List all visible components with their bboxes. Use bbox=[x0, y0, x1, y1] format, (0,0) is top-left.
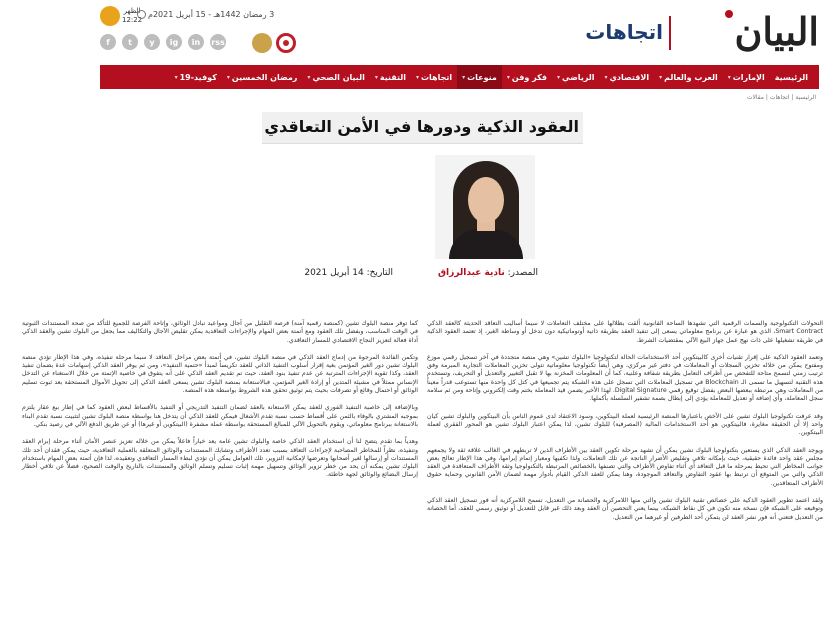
article-paragraph: كما توفر منصة البلوك تشين (كمنصة رقمية آمنة) فرصة التقليل من آجال ومواعيد تبادل الوثائق، وإتاحة الفرصة للجميع للتأكد من صحة المستندات الثبوتية في الوقت المناسب، وبفضل تلك العقود ومع أتمتة بعض المهام والإجراءات التعاقدية يمكن تقليص الآجال والتكاليف مما يجعل من البلوك تشين والعقد الذكي أداة فعالة لتعزيز النجاح الاقتصادي للمسار التعاقدي. bbox=[22, 320, 418, 344]
article-date bbox=[304, 268, 393, 278]
nav-item[interactable] bbox=[654, 65, 723, 89]
header-date: 3 رمضان 1442هـ - 15 أبريل 2021م bbox=[148, 10, 275, 19]
nav-item-label: رمضان الخمسين bbox=[231, 72, 298, 82]
logo-text: البيان bbox=[734, 9, 819, 54]
podcast-icon[interactable] bbox=[276, 33, 296, 53]
source-label: المصدر: bbox=[507, 268, 538, 278]
author-link[interactable]: نادية عبدالرزاق bbox=[438, 268, 505, 278]
site-logo[interactable] bbox=[559, 6, 819, 58]
article-column-left bbox=[22, 320, 418, 489]
breadcrumb[interactable]: الرئيسية | اتجاهات | مقالات bbox=[746, 94, 816, 101]
article-paragraph: وبالإضافة إلى خاصية التنفيذ الفوري للعقد يمكن الاستعانة بالعقد لضمان التنفيذ التدريجي أو التنفيذ بالأقساط لبعض العقود كما في إطار بيع عقار يلتزم بموجبه المشتري بالوفاء بالثمن على أقساط حسب نسبة تقدم الأشغال فيمكن للعقد الذكي أن يتدخل هنا بواسطة منصة البلوك تشين لتثبيت نسبة تقدم البناء بالاستعانة ببرنامج معلوماتي، ويقوم بالتحويل الآلي للمبالغ المستحقة بواسطة عملة مشفرة (البيتكوين أو غيرها) أو عن طريق الدفع الآلي في رصيد بنكي. bbox=[22, 404, 418, 428]
chevron-down-icon: ▾ bbox=[727, 73, 731, 81]
nav-item-label: كوفيد-19 bbox=[179, 72, 217, 82]
article-paragraph: وتعمد العقود الذكية على إقرار تقنيات أخرى كالبيتكوين أحد الاستخدامات الحالة لتكنولوجيا «البلوك تشين» وهي منصة متجددة في آخر تسجيل رقمي موزع ومفتوح يمكن من خلاله تخزين السجلات أو المعاملات في دفتر غير مركزي، وهي أيضاً تكنولوجيا معلوماتية تتولى تخزين المعاملات التجارية المبرمة وفق ترتيب زمني لتسمح متاحة للتفحص من أطراف التعامل بطريقة شفافة وعلنية، كما أن المعلومات المخزنة بها لا تقبل التغيير والتعديل أو التحريف، وتستخدم هذه التقنية لتسهيل ما تسمى الـ Blockchain في تسجيل المعاملات التي تسجل على هذه الشبكة يتم تجميعها في كتل كل واحدة منها تستوعب قدراً معيناً من المعاملات وهي مرتبطة ببعضها البعض بفضل توقيع رقمي Digital Signature. لهذا الأخير يضمن قيد المعاملة بختم وقت إلكتروني وإتاحة ومن ثم سلامة سجل المعاملة، وأي إضافة أو تعديل للمعاملة يؤدي إلى إبطال بصمة تشفير السلسلة بأكملها. bbox=[427, 353, 824, 403]
seal-icon[interactable] bbox=[252, 33, 272, 53]
nav-item-label: التقنية bbox=[379, 72, 406, 82]
facebook-icon[interactable]: f bbox=[100, 34, 116, 50]
chevron-down-icon: ▾ bbox=[506, 73, 510, 81]
article-paragraph: وقد عرفت تكنولوجيا البلوك تشين على الأخص باعتبارها المنصة الرئيسية لعملة البيتكوين، وسود الاعتقاد لدى عموم الناس بأن البيتكوين والبلوك تشين كيان واحد إلا أن الحقيقة مغايرة، فالبيتكوين هو أحد الاستخدامات المالية (المصرفية) للبلوك تشين، لذا يمكن اعتبار البلوك تشين هو المحور الفقري لعملة البيتكوين. bbox=[427, 412, 823, 437]
chevron-down-icon: ▾ bbox=[604, 73, 608, 81]
nav-item-label: الاقتصادي bbox=[609, 72, 650, 82]
chevron-down-icon: ▾ bbox=[462, 73, 466, 81]
chevron-down-icon: ▾ bbox=[416, 73, 420, 81]
nav-item-label: الرياضي bbox=[561, 72, 595, 82]
linkedin-icon[interactable]: in bbox=[188, 34, 204, 50]
chevron-down-icon: ▾ bbox=[374, 73, 378, 81]
nav-item[interactable] bbox=[370, 65, 411, 89]
nav-item[interactable] bbox=[770, 65, 813, 89]
chevron-down-icon: ▾ bbox=[556, 73, 560, 81]
nav-item-label: اتجاهات bbox=[421, 72, 453, 82]
nav-item-label: منوعات bbox=[467, 72, 497, 82]
rss-icon[interactable]: rss bbox=[210, 34, 226, 50]
chevron-down-icon: ▾ bbox=[307, 73, 311, 81]
weather-sun-icon bbox=[100, 6, 120, 26]
social-links bbox=[100, 34, 226, 50]
youtube-icon[interactable]: y bbox=[144, 34, 160, 50]
logo-divider bbox=[669, 16, 671, 50]
section-logo-text: اتجاهات bbox=[585, 20, 663, 44]
nav-item-label: البيان الصحي bbox=[312, 72, 365, 82]
article-source bbox=[438, 268, 538, 278]
nav-item[interactable] bbox=[170, 65, 222, 89]
date-value: 14 أبريل 2021 bbox=[304, 268, 364, 278]
weather-time: 12:22 bbox=[122, 16, 143, 24]
clock-icon bbox=[137, 10, 146, 19]
nav-item[interactable] bbox=[302, 65, 369, 89]
nav-item[interactable] bbox=[457, 65, 502, 89]
article-meta bbox=[262, 268, 583, 286]
author-photo bbox=[435, 155, 535, 259]
date-label: التاريخ: bbox=[366, 268, 393, 278]
article-paragraph: وتكمن الفائدة المرجوة من إدماج العقد الذكي في منصة البلوك تشين، في أتمتة بعض مراحل التعاقد لا سيما مرحلة تنفيذه، وفي هذا الإطار تؤدي منصة البلوك تشين دور الغير المؤتمن بغية إقرار أسلوب التنفيذ الذاتي للعقد تكريساً لمبدأ «حتمية التنفيذ»، ومن ثم يوفر العقد الذكي إسهامات عدة بضمان تنفيذ العقد، وكذا تقوية الإجراءات المترتبة عن عدم تنفيذ بنود العقد، حيث تم تقديم العقد الذكي على أنه يتفوق في خاصية الإتمتة من خلال الاستغناء عن التدخل الإنساني ممثلاً في مشيئة المتدين أو إرادة الغير المؤتمن، فبالاستعانة بمنصة البلوك تشين يسعى العقد الذكي إلى تحويل الأموال المستحقة بعد ثبوت تسليم الوثائق أو احتمال وقائع أو تصرفات بحيث يتم توثيق تحقق هذه الشروط بواسطة هذه المنصة. bbox=[22, 353, 418, 395]
nav-item[interactable] bbox=[600, 65, 655, 89]
nav-item-label: الإمارات bbox=[732, 72, 765, 82]
twitter-icon[interactable]: t bbox=[122, 34, 138, 50]
chevron-down-icon: ▾ bbox=[174, 73, 178, 81]
article-paragraph: ولقد اعتمد تطوير العقود الذكية على خصائص تقنية البلوك تشين والتي منها اللامركزية والحصانة من التعديل، تسمح اللامركزية أنه فور تسجيل العقد الذكي وتوقيعه على الشبكة فإن نسخة منه تكون في كل نقاط الشبكة، بينما يعني التحصين أن العقد وبعد ذلك غير قابل للتعديل أو توثيق رسمي للعقد، أما الحصانة من التعديل فتعني أنه فور نشر العقد لن يتمكن أحد الطرفين أو غيرهما من التعديل. bbox=[427, 497, 823, 521]
main-nav bbox=[100, 65, 819, 89]
nav-item-label: فكر وفن bbox=[511, 72, 547, 82]
nav-item[interactable] bbox=[222, 65, 303, 89]
weather-city: الظهر bbox=[123, 7, 141, 15]
nav-item[interactable] bbox=[552, 65, 600, 89]
nav-item-label: العرب والعالم bbox=[664, 72, 718, 82]
chevron-down-icon: ▾ bbox=[226, 73, 230, 81]
nav-item[interactable] bbox=[502, 65, 552, 89]
article-column-right bbox=[427, 320, 823, 531]
chevron-down-icon: ▾ bbox=[659, 73, 663, 81]
logo-mark bbox=[725, 10, 733, 18]
article-paragraph: وهدياً بما تقدم يتضح لنا أن استخدام العقد الذكي خاصة والبلوك تشين عامة يعد خياراً فاعلاً يمكن من خلاله تعزيز عنصر الأمان أثناء مرحلة إبرام العقد وتنفيذه، نظراً للمخاطر المصاحبة لإجراءات التعاقد بسبب تعدد الأطراف وتشابك المستندات والوثائق المتعلقة بالعملية التعاقدية، حيث يمكن فقدان أحد تلك المستندات أو إرسالها لغير أصحابها وتعرضها لإمكانية التزوير، تلك العوامل يمكن أن تؤدي لبطء المسار التعاقدي وتعقيده، لذا فإن أتمتة بعض المهام باستخدام البلوك تشين يمكنه أن يحد من خطر تزوير الوثائق وتسهيل مهمة إثبات تسليم وتسلم الوثائق والمستندات بالتاريخ والوقت الصحيح، فضلاً عن تلافي أخطار إرسال البضائع والوثائق لجهة خاطئة. bbox=[22, 438, 418, 479]
instagram-icon[interactable]: ig bbox=[166, 34, 182, 50]
article-title: العقود الذكية ودورها في الأمن التعاقدي bbox=[264, 117, 579, 136]
nav-item-label: الرئيسية bbox=[774, 72, 808, 82]
article-paragraph: التحولات التكنولوجية والسمات الرقمية التي تشهدها الساحة القانونية ألقت بظلالها على مختلف التعاملات لا سيما أساليب التعاقد الحديثة كالعقد الذكي Smart Contract، الذي هو عبارة عن برنامج معلوماتي يسعى إلى تنفيذ العقد بطريقة ذاتية أوتوماتيكية دون تدخل أو وساطة الغير، إذ تعتمد العقود الذكية في طريقة تشغيلها على ذات نهج عمل جهاز البيع الآلي بمقتضيات الشرط. bbox=[427, 320, 823, 344]
article-paragraph: ويوجد العقد الذكي الذي يستعين بتكنولوجيا البلوك تشين يمكن أن تشهد مرحلة تكوين العقد بين الأطراف الذين لا تربطهم في الغالب علاقة ثقة ولا يجمعهم مجلس عقد واحد فائدة حقيقية، حيث بإمكانه تلافي وتقليص الأضرار الناتجة عن تلك التعاملات ولذا تكفيها ومعيار إتمام إبرامها، وفي هذا الإطار تعالج بعض جوانب المخاطر التي تحيط بمرحلة ما قبل التعاقد أي أثناء تفاوض الأطراف والتي تصنفها بالخصائص المرتبطة بالتكنولوجيا وثقة الأطراف المتعاقدة في العقد الذكي والتي من المتوقع أن ترتبط بها عقود التفاوض والتعاقد الموجودة، وهنا يمكن للعقد الذكي القيام بأدوار مهمة لضمان الأمن القانوني وحماية حقوق الأطراف المتعاقدين. bbox=[427, 446, 823, 487]
nav-item[interactable] bbox=[411, 65, 457, 89]
nav-item[interactable] bbox=[723, 65, 770, 89]
